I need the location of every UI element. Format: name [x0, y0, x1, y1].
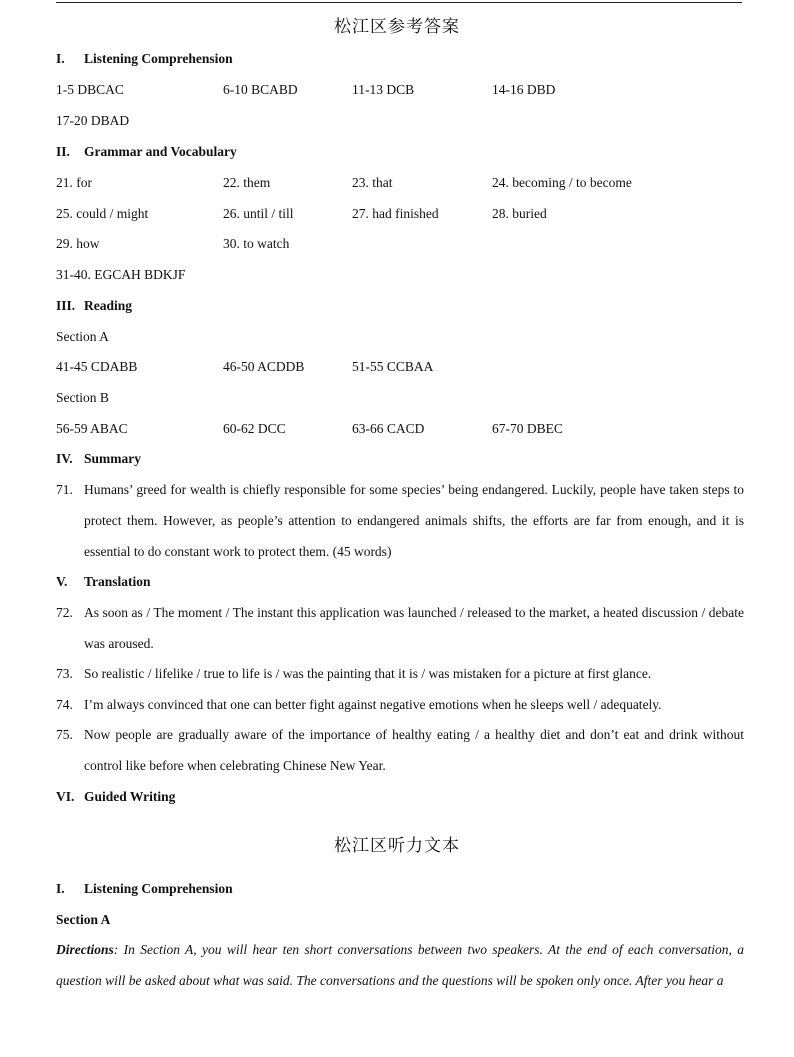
- directions-label: Directions: [56, 942, 114, 957]
- section-title: Reading: [84, 298, 133, 313]
- question-number: 74.: [56, 697, 73, 712]
- answer-cell: 56-59 ABAC: [56, 421, 128, 436]
- directions-paragraph: [56, 934, 744, 996]
- translation-answer: Now people are gradually aware of the importance of healthy eating / a healthy diet and don’t eat and drink without control like before when celebrating Chinese New Year.: [84, 727, 744, 773]
- section-heading-translation: [56, 573, 151, 591]
- translation-answer: I’m always convinced that one can better fight against negative emotions when he sleeps well / adequately.: [84, 697, 662, 712]
- section-heading-reading: [56, 297, 132, 315]
- section-number: III.: [56, 298, 76, 313]
- answers-title: 松江区参考答案: [334, 17, 460, 37]
- answer-cell: 29. how: [56, 236, 100, 251]
- section-title: Summary: [84, 451, 141, 466]
- answer-cell: 67-70 DBEC: [492, 421, 563, 436]
- answer-cell: 31-40. EGCAH BDKJF: [56, 267, 186, 282]
- section-heading-writing: [56, 788, 175, 806]
- answer-cell: 60-62 DCC: [223, 421, 286, 436]
- section-title: Grammar and Vocabulary: [84, 144, 237, 159]
- answer-cell: 21. for: [56, 175, 92, 190]
- section-heading-grammar: [56, 143, 237, 161]
- answer-cell: 41-45 CDABB: [56, 359, 138, 374]
- subsection-label: Section A: [56, 329, 109, 344]
- section-title: Listening Comprehension: [84, 51, 233, 66]
- answer-cell: 11-13 DCB: [352, 82, 415, 97]
- directions-text: : In Section A, you will hear ten short conversations between two speakers. At the end of each conversation, a question will be asked about what was said. The conversations and the questions will be spoken only once. After you hear a: [56, 942, 744, 988]
- translation-answer: As soon as / The moment / The instant this application was launched / released to the market, a heated discussion / debate was aroused.: [84, 605, 744, 651]
- translation-answer: So realistic / lifelike / true to life is / was the painting that it is / was mistaken for a picture at first glance.: [84, 666, 652, 681]
- section-heading-listening: [56, 50, 233, 68]
- answer-cell: 1-5 DBCAC: [56, 82, 124, 97]
- section-number: II.: [56, 144, 70, 159]
- section-number: V.: [56, 574, 68, 589]
- answer-cell: 27. had finished: [352, 206, 439, 221]
- answer-cell: 26. until / till: [223, 206, 294, 221]
- question-number: 75.: [56, 727, 73, 742]
- section-number: I.: [56, 51, 65, 66]
- section-number: I.: [56, 881, 65, 896]
- answer-cell: 28. buried: [492, 206, 547, 221]
- answer-cell: 25. could / might: [56, 206, 149, 221]
- section-number: VI.: [56, 789, 75, 804]
- section-heading-summary: [56, 450, 141, 468]
- section-title: Translation: [84, 574, 151, 589]
- section-heading-listening-transcript: [56, 880, 233, 898]
- section-title: Guided Writing: [84, 789, 176, 804]
- answer-cell: 51-55 CCBAA: [352, 359, 434, 374]
- question-number: 72.: [56, 605, 73, 620]
- question-number: 71.: [56, 482, 73, 497]
- section-number: IV.: [56, 451, 73, 466]
- answer-cell: 23. that: [352, 175, 393, 190]
- answer-cell: 24. becoming / to become: [492, 175, 632, 190]
- section-title: Listening Comprehension: [84, 881, 233, 896]
- subsection-label: Section A: [56, 912, 111, 927]
- transcript-title: 松江区听力文本: [334, 836, 460, 856]
- question-number: 73.: [56, 666, 73, 681]
- answer-cell: 30. to watch: [223, 236, 290, 251]
- answer-cell: 63-66 CACD: [352, 421, 425, 436]
- answer-cell: 14-16 DBD: [492, 82, 556, 97]
- subsection-label: Section B: [56, 390, 109, 405]
- answer-cell: 46-50 ACDDB: [223, 359, 305, 374]
- top-rule: [56, 2, 742, 3]
- summary-answer: Humans’ greed for wealth is chiefly responsible for some species’ being endangered. Luckily, people have taken steps to protect them. However, as people’s attention to endangered animals shifts, the efforts are far from enough, and it is essential to do constant work to protect them. (45 words): [84, 482, 744, 559]
- answer-cell: 17-20 DBAD: [56, 113, 130, 128]
- answer-cell: 22. them: [223, 175, 271, 190]
- answer-cell: 6-10 BCABD: [223, 82, 298, 97]
